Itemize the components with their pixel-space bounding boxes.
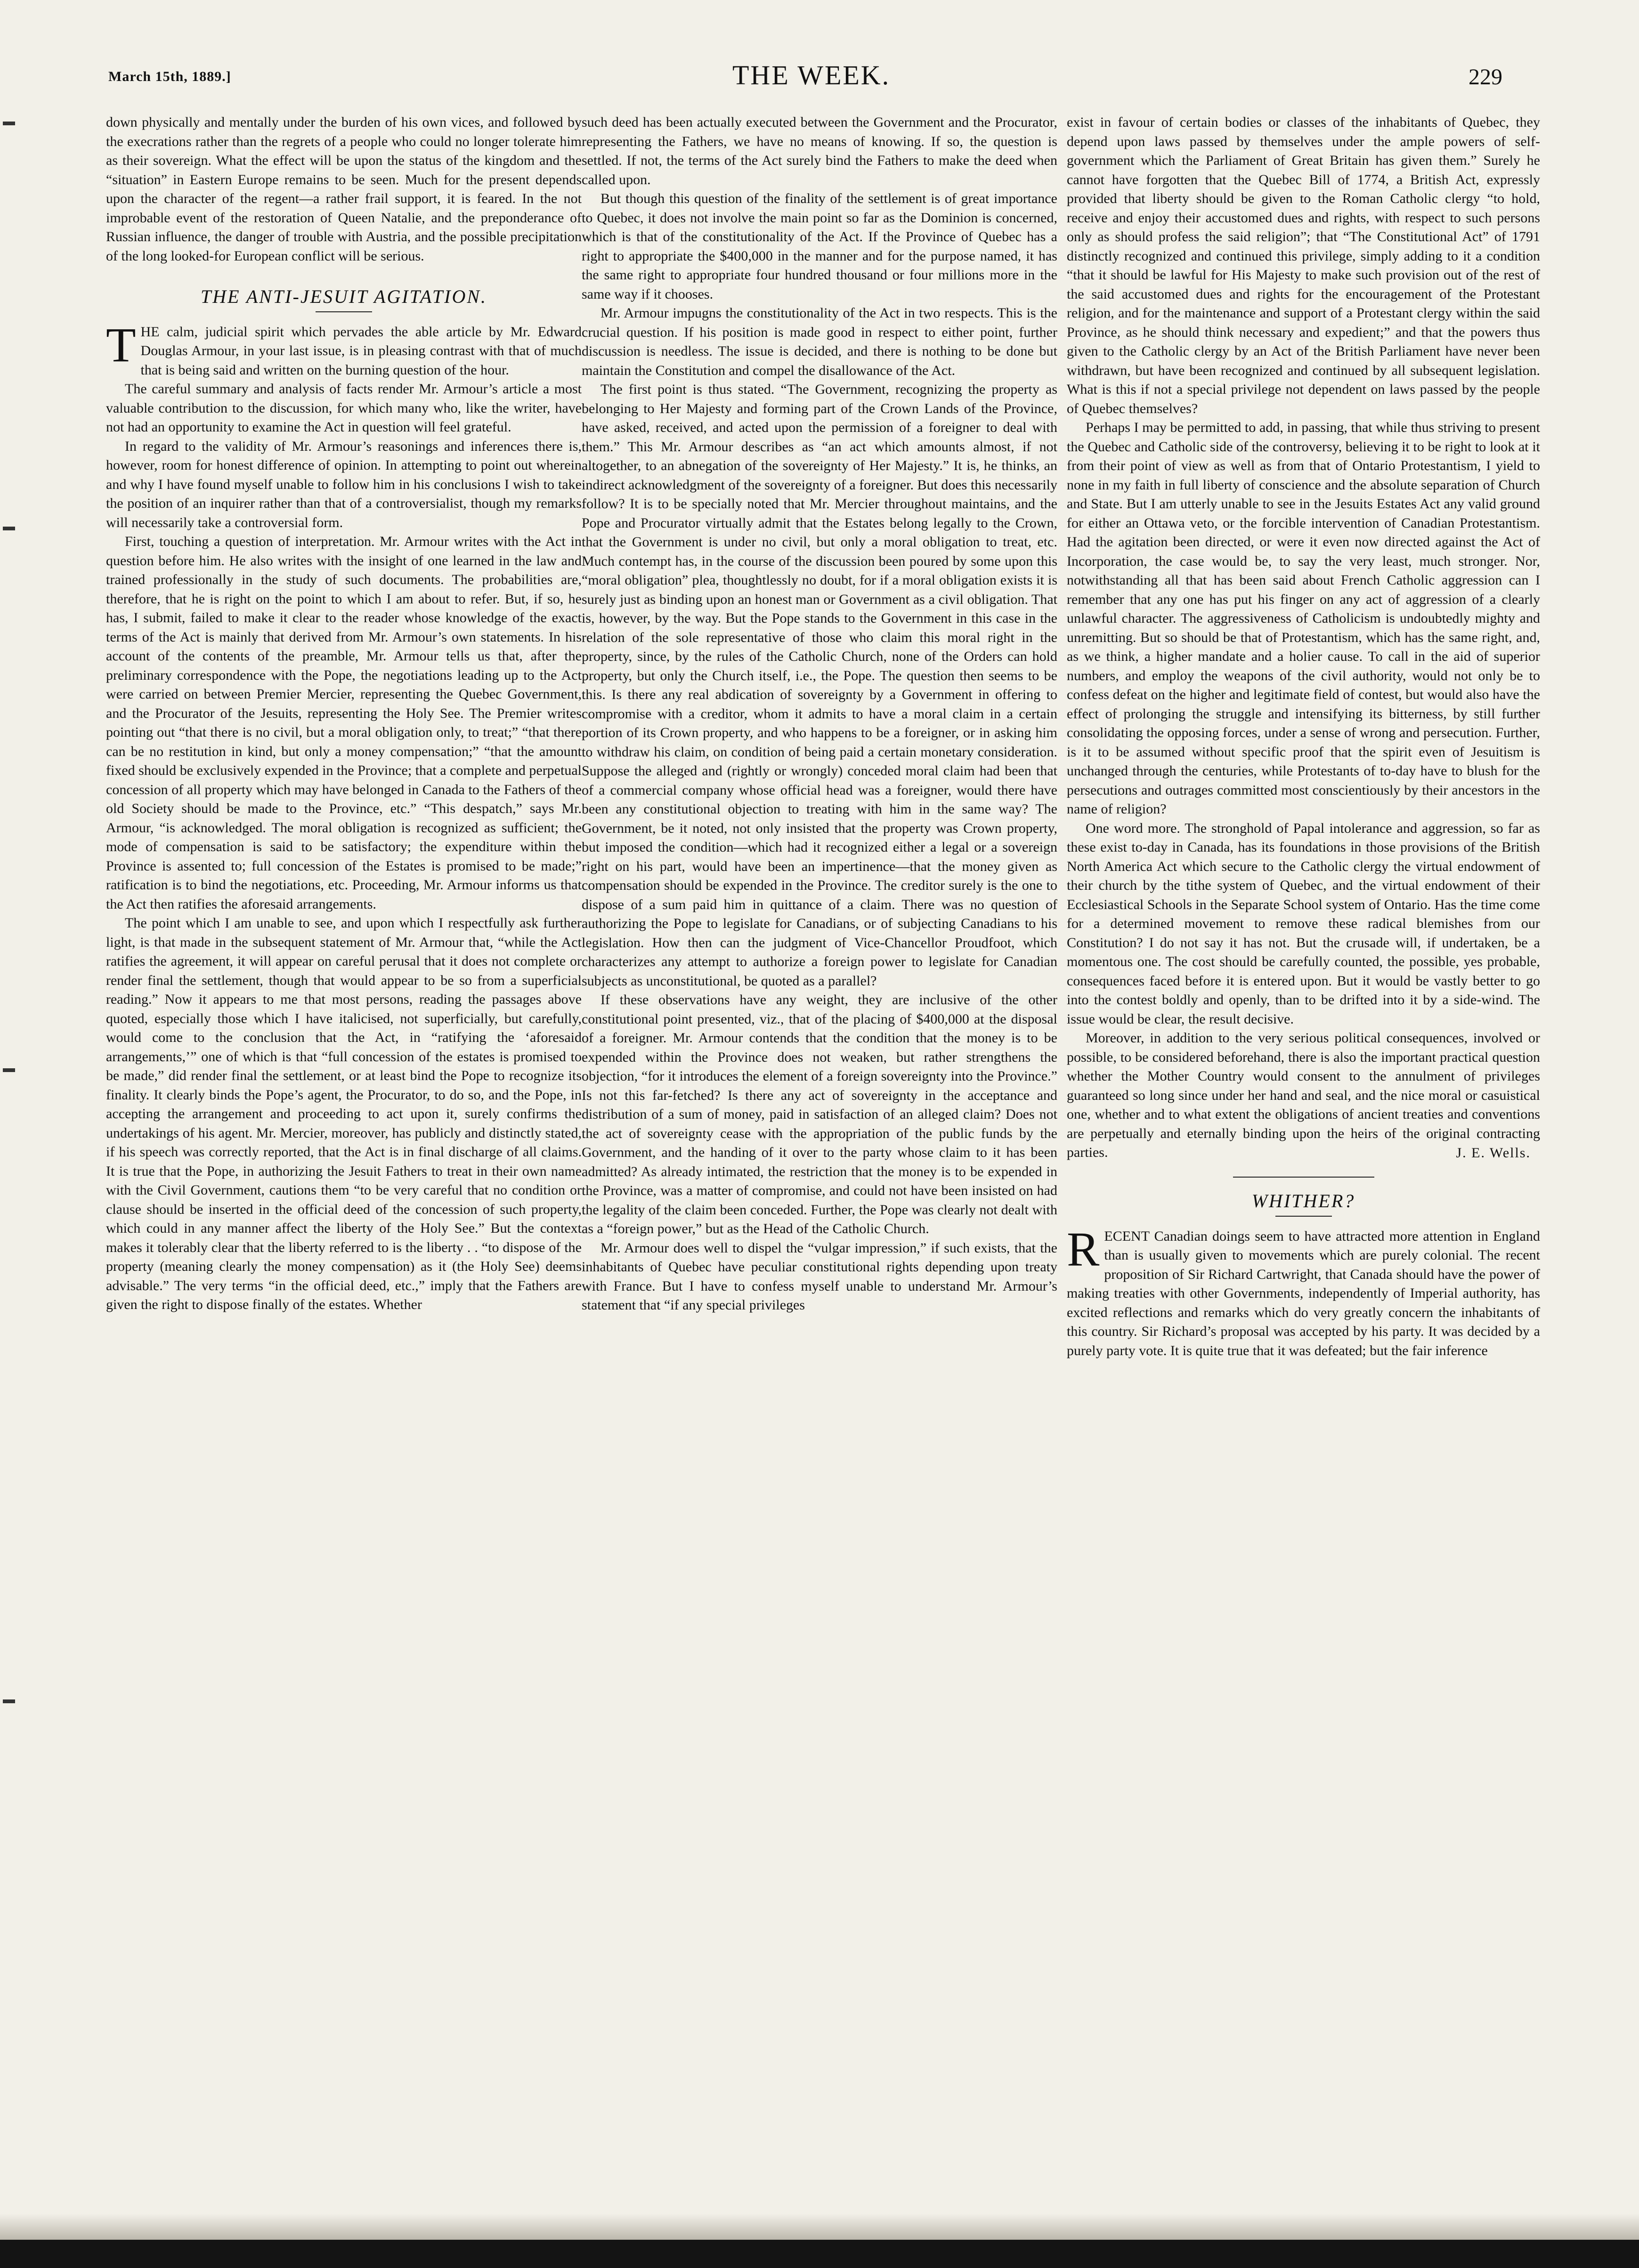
section-rule — [1233, 1177, 1374, 1178]
drop-cap: R — [1067, 1222, 1100, 1276]
column-2 — [582, 113, 1057, 1315]
margin-mark — [3, 122, 15, 125]
paragraph-text: HE calm, judicial spirit which pervades the able article by Mr. Edward Douglas Armour, in your last issue, is in pleasing contrast with that of much that is being said and written on the burning question of the hour. — [140, 324, 582, 378]
page-header — [94, 57, 1507, 104]
paragraph-text: ECENT Canadian doings seem to have attracted more attention in England than is usually given to movements which are purely colonial. The recent proposition of Sir Richard Cartwright, that Canada should have the power of making treaties with other Governments, independently of Imperial authority, has excited reflections and remarks which do very greatly concern the inhabitants of this country. Sir Richard’s proposal was accepted by his party. It was decided by a purely party vote. It is quite true that it was defeated; but the fair inference — [1067, 1228, 1540, 1358]
article-heading: THE ANTI-JESUIT AGITATION. — [200, 286, 487, 307]
paragraph: Moreover, in addition to the very serious political consequences, involved or possible, to be considered beforehand, there is also the important practical question whether the Mother Country would consent to the annulment of privileges guaranteed so long since under her hand and seal, and the nice moral or casuistical one, whether and to what extent the obligations of ancient treaties and conventions are perpetually and eternally binding upon the heirs of the original contracting parties. — [1067, 1030, 1540, 1160]
paragraph — [106, 317, 582, 380]
paragraph: But though this question of the finality of the settlement is of great importance to Quebec, it does not involve the main point so far as the Dominion is concerned, which is that of the constitutionality of the Act. If the Province of Quebec has a right to appropriate the $400,000 in the manner and for the purpose named, it has the same right to appropriate four hundred thousand or four millions more in the same way if it chooses. — [582, 191, 1057, 302]
column-1 — [106, 113, 582, 1315]
paragraph: The point which I am unable to see, and upon which I respectfully ask further light, is that made in the subsequent statement of Mr. Armour that, “while the Act ratifies the agreement, it will appear on careful perusal that it does not complete or render final the settlement, though that would appear to be so from a superficial reading.” Now it appears to me that most persons, reading the passages above quoted, especially those which I have italicised, not superficially, but carefully, would come to the conclusion that the Act, in “ratifying the ‘aforesaid arrangements,’” one of which is that “full concession of the estates is promised to be made,” did render final the settlement, or at least bind the Pope to recognize its finality. It clearly binds the Pope’s agent, the Procurator, to do so, and the Pope, in accepting the arrangement and proceeding to act upon it, surely confirms the undertakings of his agent. Mr. Mercier, moreover, has publicly and distinctly stated, if his speech was correctly reported, that the Act is in final discharge of all claims. It is true that the Pope, in authorizing the Jesuit Fathers to treat in their own name with the Civil Government, cautions them “to be very careful that no condition or clause should be inserted in the official deed of the concession of such property, which could in any manner affect the liberty of the Holy See.” But the context makes it tolerably clear that the liberty referred to is the liberty . . “to dispose of the property (meaning clearly the money compensation) as it (the Holy See) deems advisable.” The very terms “in the official deed, etc.,” imply that the Fathers are given the right to dispose finally of the estates. Whether — [106, 915, 582, 1312]
heading-rule — [316, 311, 372, 312]
paragraph: One word more. The stronghold of Papal intolerance and aggression, so far as these exist to-day in Canada, has its foundations in those provisions of the British North America Act which secure to the Catholic clergy the virtual endowment of their church by the tithe system of Quebec, and the virtual endowment of their Ecclesiastical Schools in the Separate School system of Ontario. Has the time come for a determined movement to remove these radical blemishes from our Constitution? I do not say it has not. But the crusade will, if undertaken, be a momentous one. The cost should be carefully counted, the possible, yes probable, consequences faced before it is entered upon. But it would be vastly better to go into the contest boldly and openly, than to be drifted into it by a side-wind. The issue would be clear, the result decisive. — [1067, 820, 1540, 1027]
paragraph: down physically and mentally under the burden of his own vices, and followed by the execrations rather than the regrets of a people who could no longer tolerate him as their sovereign. What the effect will be upon the status of the kingdom and the “situation” in Eastern Europe remains to be seen. Much for the present depends upon the character of the regent—a rather frail support, it is feared. In the not improbable event of the restoration of Queen Natalie, and the preponderance of Russian influence, the danger of trouble with Austria, and the possible precipitation of the long looked-for European conflict will be serious. — [106, 114, 582, 264]
page-number: 229 — [1469, 65, 1502, 89]
publication-title: THE WEEK. — [732, 60, 891, 90]
paragraph: such deed has been actually executed between the Government and the Procurator, representing the Fathers, we have no means of knowing. If so, the question is settled. If not, the terms of the Act surely bind the Fathers to make the deed when called upon. — [582, 114, 1057, 187]
paragraph: The first point is thus stated. “The Government, recognizing the property as belonging to Her Majesty and forming part of the Crown Lands of the Province, have asked, received, and acted upon the permission of a foreigner to deal with them.” This Mr. Armour describes as “an act which amounts almost, if not altogether, to an abnegation of the sovereignty of Her Majesty.” It is, he thinks, an indirect acknowledgment of the sovereignty of a foreigner. But does this necessarily follow? It is to be specially noted that Mr. Mercier throughout maintains, and the Pope and Procurator virtually admit that the Estates belong legally to the Crown, that the Government is under no civil, but only a moral obligation to treat, etc. Much contempt has, in the course of the discussion been poured by some upon this “moral obligation” plea, thoughtlessly no doubt, for if a moral obligation exists it is surely just as binding upon an honest man or Government as a civil obligation. That is, however, by the way. But the Pope stands to the Government in this case in the relation of the sole representative of those who claim this moral right in the property, since, by the rules of the Catholic Church, none of the Orders can hold property, but only the Church itself, i.e., the Pope. The question then seems to be this. Is there any real abdication of sovereignty by a Government in offering to compromise with a creditor, whom it admits to have a moral claim in a certain portion of its Crown property, and who happens to be a foreigner, or in asking him to withdraw his claim, on condition of being paid a certain monetary consideration. Suppose the alleged and (rightly or wrongly) conceded moral claim had been that of a commercial company whose official head was a foreigner, would there have been any constitutional objection to treating with him in the same way? The Government, be it noted, not only insisted that the property was Crown property, but imposed the condition—which had it recognized either a legal or a sovereign right on his part, would have been an impertinence—that the money given as compensation should be expended in the Province. The creditor surely is the one to dispose of a sum paid him in quittance of a claim. There was no question of authorizing the Pope to legislate for Canadians, or of subjecting Canadians to his legislation. How then can the judgment of Vice-Chancellor Proudfoot, which characterizes any attempt to authorize a foreign power to legislate for Canadian subjects as unconstitutional, be quoted as a parallel? — [582, 382, 1057, 989]
paragraph: First, touching a question of interpretation. Mr. Armour writes with the Act in question before him. He also writes with the insight of one learned in the law and trained professionally in the study of such documents. The probabilities are, therefore, that he is right on the point to which I am about to refer. But, if so, he has, I submit, failed to make it clear to the reader whose knowledge of the exact terms of the Act is mainly that derived from Mr. Armour’s own statements. In his account of the contents of the preamble, Mr. Armour tells us that, after the preliminary correspondence with the Pope, the negotiations leading up to the Act were carried on between Premier Mercier, representing the Quebec Government, and the Procurator of the Jesuits, representing the Holy See. The Premier writes pointing out “that there is no civil, but a moral obligation only, to treat;” “that there can be no restitution in kind, but only a money compensation;” “that the amount fixed should be exclusively expended in the Province; that a complete and perpetual concession of all property which may have belonged in Canada to the Fathers of the old Society should be made to the Province, etc.” “This despatch,” says Mr. Armour, “is acknowledged. The moral obligation is recognized as sufficient; the mode of compensation is said to be satisfactory; the expenditure within the Province is assented to; full concession of the Estates is promised to be made;” ratification is to bind the negotiations, etc. Proceeding, Mr. Armour informs us that the Act then ratifies the aforesaid arrangements. — [106, 534, 582, 912]
page-edge-shadow — [0, 2214, 1639, 2240]
paragraph: In regard to the validity of Mr. Armour’s reasonings and inferences there is, however, room for honest difference of opinion. In attempting to point out wherein and why I have found myself unable to follow him in his conclusions I wish to take the position of an inquirer rather than that of a controversialist, though my remarks will necessarily take a controversial form. — [106, 438, 582, 530]
paragraph: Perhaps I may be permitted to add, in passing, that while thus striving to present the Quebec and Catholic side of the controversy, believing it to be right to look at it from their point of view as well as from that of Ontario Protestantism, I yield to none in my faith in full liberty of conscience and the absolute separation of Church and State. But I am utterly unable to see in the Jesuits Estates Act any valid ground for either an Ottawa veto, or the forcible intervention of Canadian Protestantism. Had the agitation been directed, or were it even now directed against the Act of Incorporation, the case would be, to say the very least, much stronger. Nor, notwithstanding all that has been said about French Catholic aggression can I remember that any one has put his finger on any act of aggression of a clearly unlawful character. The aggressiveness of Catholicism is undoubtedly mighty and unremitting. But so should be that of Protestantism, which has the same right, and, as we think, a higher mandate and a holier cause. To call in the aid of superior numbers, and employ the weapons of the civil authority, would not only be to confess defeat on the higher and legitimate field of contest, but would also have the effect of prolonging the struggle and intensifying its bitterness, by still further consolidating the opposing forces, under a sense of wrong and persecution. Further, is it to be assumed without specific proof that the spirit even of Jesuitism is unchanged through the centuries, while Protestants of to-day have to blush for the persecutions and outrages committed most conscientiously by their ancestors in the name of religion? — [1067, 420, 1540, 817]
author-signature: J. E. Wells. — [1456, 1145, 1531, 1161]
article-heading: WHITHER? — [1251, 1190, 1355, 1211]
paragraph: If these observations have any weight, they are inclusive of the other constitutional point presented, viz., that of the placing of $400,000 at the disposal of a foreigner. Mr. Armour contends that the condition that the money is to be expended within the Province does not weaken, but rather strengthens the objection, “for it introduces the element of a foreign sovereignty into the Province.” Is not this far-fetched? Is there any act of sovereignty in the acceptance and distribution of a sum of money, paid in satisfaction of an alleged claim? Does not the act of sovereignty cease with the appropriation of the public funds by the Government, and the handing of it over to the party whose claim to it has been admitted? As already intimated, the restriction that the money is to be expended in the Province, was a matter of compromise, and could not have been insisted on had the legality of the claim been conceded. Further, the Pope was clearly not dealt with as a “foreign power,” but as the Head of the Catholic Church. — [582, 992, 1057, 1236]
paragraph: Mr. Armour impugns the constitutionality of the Act in two respects. This is the crucial question. If his position is made good in respect to either point, further discussion is needless. The issue is decided, and there is nothing to be done but maintain the Constitution and compel the disallowance of the Act. — [582, 305, 1057, 378]
paragraph — [1067, 1222, 1540, 1361]
column-3 — [1067, 113, 1540, 1360]
margin-mark — [3, 1068, 15, 1072]
scan-bottom-border — [0, 2240, 1639, 2268]
heading-rule — [1275, 1216, 1332, 1217]
margin-mark — [3, 1699, 15, 1703]
paragraph: Mr. Armour does well to dispel the “vulgar impression,” if such exists, that the inhabitants of Quebec have peculiar constitutional rights depending upon treaty with France. But I have to confess myself unable to understand Mr. Armour’s statement that “if any special privileges — [582, 1240, 1057, 1313]
drop-cap: T — [106, 317, 136, 372]
issue-date: March 15th, 1889.] — [108, 69, 231, 84]
paragraph: exist in favour of certain bodies or classes of the inhabitants of Quebec, they depend upon laws passed by themselves under the ample powers of self-government which the Parliament of Great Britain has given them.” Surely he cannot have forgotten that the Quebec Bill of 1774, a British Act, expressly provided that liberty should be given to the Roman Catholic clergy “to hold, receive and enjoy their accustomed dues and rights, with respect to such persons only as should profess the said religion”; that “The Constitutional Act” of 1791 distinctly recognized and continued this privilege, simply adding to it a condition “that it should be lawful for His Majesty to make such provision out of the rest of the said accustomed dues and rights for the encouragement of the Protestant religion, and for the maintenance and support of a Protestant clergy within the said Province, as he should think necessary and expedient;” and that the powers thus given to the Catholic clergy by an Act of the British Parliament have never been withdrawn, but have been recognized and continued by all subsequent legislation. What is this if not a special privilege not dependent on laws passed by the people of Quebec themselves? — [1067, 114, 1540, 416]
paragraph: The careful summary and analysis of facts render Mr. Armour’s article a most valuable contribution to the discussion, for which many who, like the writer, have not had an opportunity to examine the Act in question will feel grateful. — [106, 381, 582, 435]
margin-mark — [3, 527, 15, 530]
